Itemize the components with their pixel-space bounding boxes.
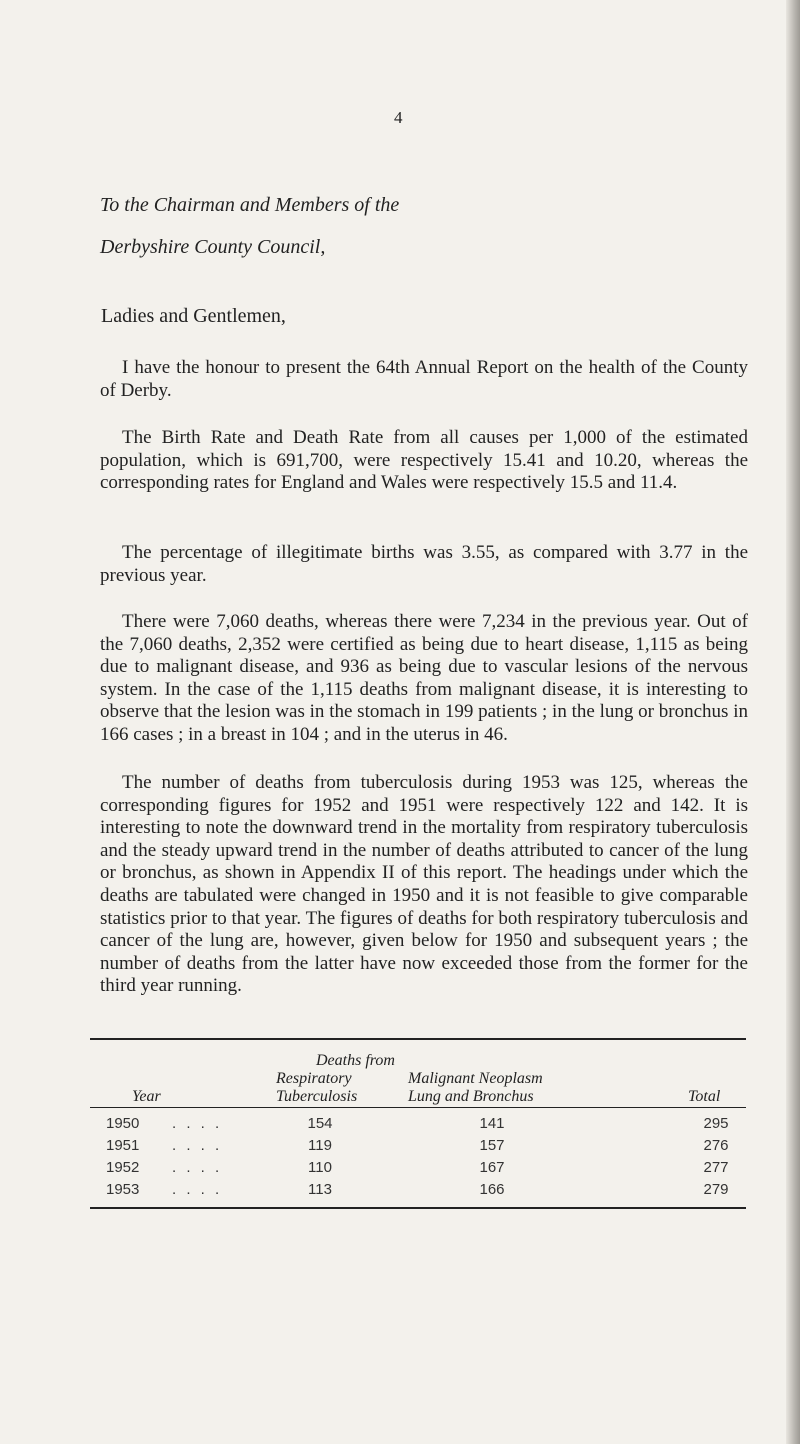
paragraph-intro: I have the honour to present the 64th Annual Report on the health of the County of Derby. xyxy=(100,357,748,401)
cell-dots: . . . . xyxy=(172,1159,223,1176)
table-row xyxy=(90,1135,746,1157)
table-body xyxy=(90,1108,746,1207)
header-year: Year xyxy=(132,1088,161,1105)
paragraph-illegitimate-births: The percentage of illegitimate births was 3.55, as compared with 3.77 in the previous year. xyxy=(100,542,748,586)
cell-dots: . . . . xyxy=(172,1181,223,1198)
header-tuberculosis: Tuberculosis xyxy=(276,1088,358,1105)
cell-year: 1950 xyxy=(106,1115,140,1132)
cell-malignant: 141 xyxy=(479,1115,505,1132)
page-number: 4 xyxy=(394,108,403,127)
address-line-1: To the Chairman and Members of the xyxy=(100,194,400,216)
paragraph-causes-of-death: There were 7,060 deaths, whereas there were 7,234 in the previous year. Out of the 7,060 deaths, 2,352 were certified as being due to heart disease, 1,115 as being due to malignant disease, and 936 as being due to vascular lesions of the nervous system. In the case of the 1,115 deaths from malignant disease, it is interesting to observe that the lesion was in the stomach in 199 patients ; in the lung or bronchus in 166 cases ; in a breast in 104 ; and in the uterus in 46. xyxy=(100,611,748,745)
table-row xyxy=(90,1157,746,1179)
page-edge-shadow xyxy=(786,0,800,1444)
deaths-table xyxy=(90,1038,746,1209)
cell-dots: . . . . xyxy=(172,1115,223,1132)
cell-malignant: 166 xyxy=(479,1181,505,1198)
cell-total: 277 xyxy=(703,1159,729,1176)
cell-year: 1951 xyxy=(106,1137,140,1154)
paragraph-birth-death-rates: The Birth Rate and Death Rate from all causes per 1,000 of the estimated population, which is 691,700, were respectively 15.41 and 10.20, whereas the corresponding rates for England and Wales were respectively 15.5 and 11.4. xyxy=(100,427,748,494)
header-respiratory: Respiratory xyxy=(276,1070,352,1087)
cell-total: 295 xyxy=(703,1115,729,1132)
header-total: Total xyxy=(688,1088,721,1105)
cell-malignant: 157 xyxy=(479,1137,505,1154)
cell-total: 279 xyxy=(703,1181,729,1198)
cell-year: 1953 xyxy=(106,1181,140,1198)
cell-year: 1952 xyxy=(106,1159,140,1176)
header-lung-and-bronchus: Lung and Bronchus xyxy=(408,1088,534,1105)
cell-respiratory: 119 xyxy=(308,1137,332,1154)
table-header xyxy=(90,1040,746,1107)
header-malignant-neoplasm: Malignant Neoplasm xyxy=(408,1070,543,1087)
table-bottom-rule xyxy=(90,1207,746,1209)
cell-malignant: 167 xyxy=(479,1159,505,1176)
address-line-2: Derbyshire County Council, xyxy=(100,236,326,258)
cell-total: 276 xyxy=(703,1137,729,1154)
cell-dots: . . . . xyxy=(172,1137,223,1154)
paragraph-tuberculosis: The number of deaths from tuberculosis during 1953 was 125, whereas the corresponding figures for 1952 and 1951 were respectively 122 and 142. It is interesting to note the downward trend in the mortality from respiratory tuberculosis and the steady upward trend in the number of deaths attributed to cancer of the lung or bronchus, as shown in Appendix II of this report. The headings under which the deaths are tabulated were changed in 1950 and it is not feasible to give comparable statistics prior to that year. The figures of deaths for both respiratory tuberculosis and cancer of the lung are, however, given below for 1950 and subsequent years ; the number of deaths from the latter have now exceeded those from the former for the third year running. xyxy=(100,772,748,997)
salutation: Ladies and Gentlemen, xyxy=(101,305,286,327)
cell-respiratory: 154 xyxy=(307,1115,333,1132)
cell-respiratory: 110 xyxy=(308,1159,332,1176)
table-row xyxy=(90,1113,746,1135)
table-row xyxy=(90,1179,746,1201)
header-deaths-from: Deaths from xyxy=(316,1052,395,1069)
cell-respiratory: 113 xyxy=(308,1181,332,1198)
